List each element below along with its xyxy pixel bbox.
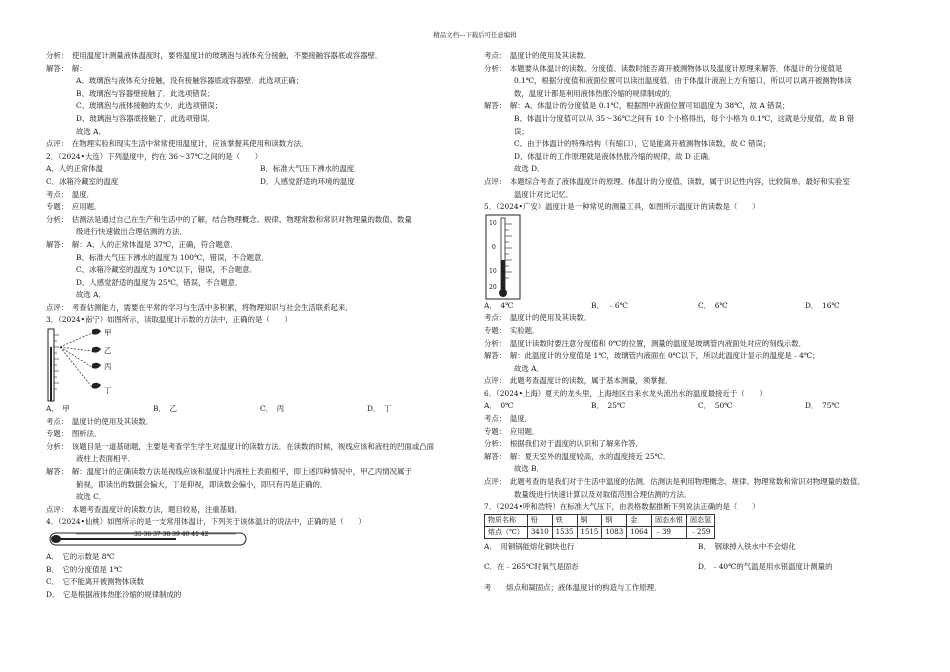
table-cell: 固态水银 bbox=[651, 514, 686, 526]
spacer bbox=[484, 553, 912, 561]
option-d: D．﹣40℃的气温是用水银温度计测量的 bbox=[698, 562, 833, 572]
table-cell: 熔点（℃） bbox=[485, 526, 528, 538]
option-row bbox=[484, 400, 912, 413]
table-row bbox=[485, 514, 715, 526]
table-cell: 金 bbox=[627, 514, 652, 526]
text-line: C、由于体温计的特殊结构（有缩口），它是能离开被测物体读数，故 C 错误； bbox=[514, 139, 771, 149]
text-line: 点评： 本题综合考查了液体温度计的原理、体温计的分度值、读数，属于识记性内容，比较简单．最好和实验室 bbox=[484, 176, 850, 186]
text-line: 分析： 根据我们对于温度的认识和了解来作答． bbox=[484, 439, 643, 449]
text-line: 0.1℃，根据分度值和液面位置可以读出温度值．由于体温计液泡上方有缩口，所以可以离开被测物体读 bbox=[514, 76, 852, 86]
option-a: A． 甲 bbox=[46, 404, 70, 414]
clinical-thermometer-figure bbox=[46, 529, 474, 551]
option-d: D．人感觉舒适的环境的温度 bbox=[260, 176, 355, 186]
text-line: 故选 B． bbox=[514, 464, 544, 474]
question-stem: 5．（2024•广安）温度计是一种常见的测量工具，如图所示温度计的读数是（ ） bbox=[484, 202, 760, 212]
text-line: B、玻璃泡与容器壁接触了．此选项错误； bbox=[76, 88, 215, 98]
text-line: 故选 C． bbox=[76, 492, 107, 502]
figure-label-bing: 丙 bbox=[104, 362, 112, 372]
scale-labels: 35 36 37 38 39 40 41 42 bbox=[134, 531, 209, 538]
tick-label: 0 bbox=[492, 243, 496, 251]
table-cell: 铅 bbox=[527, 514, 552, 526]
text-line: 故选 A． bbox=[76, 126, 106, 136]
text-line: 故选 A． bbox=[76, 290, 106, 300]
text-line: D、人感觉舒适的温度为 25℃，错误，不合题意． bbox=[76, 277, 243, 287]
option-d: D． 16℃ bbox=[805, 300, 840, 310]
text-line: B、体温计分度值可以从 35～36℃之间有 10 个小格得出，每个小格为 0.1℃，这就是分度值，故 B 错 bbox=[514, 113, 855, 123]
table-cell: 钢 bbox=[602, 514, 627, 526]
question-stem: 2．（2024•大连）下列温度中，约在 36～37℃之间的是（ ） bbox=[46, 151, 263, 161]
thermometer-figure bbox=[46, 327, 474, 403]
text-line: 误； bbox=[514, 126, 529, 136]
text-line: 专题： 应用题． bbox=[484, 426, 540, 436]
option-b: B． 25℃ bbox=[591, 401, 626, 411]
option-b: B．标准大气压下沸水的温度 bbox=[260, 164, 355, 174]
tick-label: 10 bbox=[489, 267, 497, 275]
table-cell: 3410 bbox=[527, 526, 552, 538]
text-line: B、标准大气压下沸水的温度为 100℃，错误，不合题意． bbox=[76, 252, 269, 262]
option-c: C．冰箱冷藏室的温度 bbox=[46, 176, 119, 186]
text-line: 分析： 使用温度计测量液体温度时，要将温度计的玻璃泡与液体充分接触，不要接触容器底或容器壁． bbox=[46, 51, 383, 60]
table-cell: 1083 bbox=[602, 526, 627, 538]
option-row bbox=[46, 176, 474, 189]
text-line: 解答： 解： bbox=[46, 63, 87, 73]
table-cell: 1515 bbox=[577, 526, 602, 538]
table-cell: 1535 bbox=[552, 526, 577, 538]
option-c: C． 丙 bbox=[260, 404, 285, 414]
right-column bbox=[484, 50, 912, 595]
text-line: 分析： 本题要从体温计的读数、分度值、读数时能否离开被测物体以及温度计原理来解答．体温计的分度值是 bbox=[484, 63, 843, 73]
text-line: 点评： 此题考查的是我们对于生活中温度的估测．估测法是利用物理概念、规律、物理常数和常识对物理量的数值、 bbox=[484, 477, 865, 487]
text-line: 数，温度计都是利用液体热胀冷缩的规律制成的． bbox=[514, 88, 677, 98]
text-line: 考点： 温度计的使用及其读数． bbox=[484, 313, 592, 323]
option-d: D． 它是根据液体热胀冷缩的规律制成的 bbox=[46, 589, 182, 599]
text-line: 点评： 考查估测能力，需要在平常的学习与生活中多积累，将物理知识与社会生活联系起来． bbox=[46, 302, 353, 312]
table-cell: ﹣39 bbox=[651, 526, 686, 538]
option-d: D． 丁 bbox=[367, 404, 392, 414]
question-stem: 4．（2024•仙桃）如图所示的是一支常用体温计，下列关于该体温计的说法中，正确的是（ ） bbox=[46, 517, 366, 527]
option-c: C． 它不能离开被测物体读数 bbox=[46, 577, 145, 587]
question-stem: 7．（2024•呼和浩特）在标准大气压下，由表格数据推断下列说法正确的是（ ） bbox=[484, 502, 760, 512]
option-row bbox=[46, 403, 474, 416]
option-b: B． 钢球掉入铁水中不会熔化 bbox=[698, 541, 796, 551]
text-line: 点评： 本题考查温度计的读数方法，题目较易，注重基础． bbox=[46, 504, 242, 514]
text-line: 级进行快速做出合理估测的方法． bbox=[76, 227, 187, 237]
text-line: 考点： 温度计的使用及其读数． bbox=[46, 416, 154, 426]
option-a: A． 4℃ bbox=[484, 300, 514, 310]
tick-label: 20 bbox=[489, 283, 497, 291]
text-line: 分析： 该题目是一道基础题，主要是考查学生学生对温度计的读数方法．在读数的时候，视线应该和液柱的凹面或凸面 bbox=[46, 441, 435, 451]
text-line: 故选 D． bbox=[514, 164, 545, 174]
option-b: B． 它的分度值是 1℃ bbox=[46, 564, 123, 574]
text-line: 解答： 解：A、体温计的分度值是 0.1℃，根据图中液面位置可知温度为 38℃，故 A 错误； bbox=[484, 101, 790, 111]
spacer bbox=[484, 574, 912, 582]
table-cell: 铜 bbox=[577, 514, 602, 526]
text-line: 俯视，即读出的数据会偏大，丁是仰视，即读数会偏小，即只有丙是正确的． bbox=[76, 479, 328, 489]
text-line: 专题： 图析法． bbox=[46, 429, 102, 439]
text-line: D、玻璃泡与容器底接触了．此选项错误． bbox=[76, 113, 215, 123]
option-row bbox=[484, 541, 912, 554]
option-a: A． 用铜锅能熔化铜块也行 bbox=[484, 541, 575, 551]
left-column bbox=[46, 50, 474, 601]
text-line: 解答： 解：此温度计的分度值是 1℃，玻璃管内液面在 0℃以下，所以此温度计显示的温度是﹣4℃； bbox=[484, 351, 820, 361]
question-stem: 3．（2024•南宁）如图所示，读取温度计示数的方法中，正确的是（ ） bbox=[46, 315, 292, 325]
option-b: B． ﹣6℃ bbox=[591, 300, 628, 310]
text-line: D、体温计的工作原理就是液体热胀冷缩的规律，故 D 正确． bbox=[514, 151, 716, 161]
question-stem: 6．（2024•上海）夏天的龙头里，上海地区自来水龙头流出水的温度最接近于（ ） bbox=[484, 388, 767, 398]
lab-thermometer-figure bbox=[484, 214, 912, 300]
table-cell: ﹣259 bbox=[686, 526, 714, 538]
text-line: 数量级进行快速计算以及对取值范围合理估测的方法． bbox=[514, 489, 692, 499]
option-c: C． 6℃ bbox=[698, 300, 728, 310]
text-line: 考点： 温度计的使用及其读数． bbox=[484, 51, 592, 60]
option-row bbox=[46, 163, 474, 176]
table-cell: 物质名称 bbox=[485, 514, 528, 526]
text-line: 专题： 应用题． bbox=[46, 202, 102, 212]
table-cell: 铁 bbox=[552, 514, 577, 526]
option-a: A． 它的示数是 8℃ bbox=[46, 552, 115, 561]
text-line: C、玻璃泡与液体接触的太少．此选项错误； bbox=[76, 101, 223, 111]
text-line: 温度计对比记忆． bbox=[514, 189, 574, 199]
option-a: A． 0℃ bbox=[484, 401, 514, 411]
tick-label: 10 bbox=[489, 219, 497, 227]
text-line: 点评： 此题考查温度计的读数，属于基本测量，须掌握． bbox=[484, 376, 673, 386]
text-line: 专题： 实验题． bbox=[484, 325, 540, 335]
text-line: 分析： 温度计读数时要注意分度值和 0℃的位置，测量的温度是玻璃管内液面处对应的刻线示数． bbox=[484, 338, 807, 348]
text-line: 解答： 解：温度计的正确读数方法是视线应该和温度计内液柱上表面相平，即上述四种情况中，甲乙丙情况属于 bbox=[46, 467, 412, 477]
text-line: 解答： 解：夏天室外的温度较高，水的温度接近 25℃． bbox=[484, 451, 671, 461]
option-row bbox=[484, 300, 912, 313]
text-line: A、玻璃泡与液体充分接触，没有接触容器底或容器壁．此选项正确； bbox=[76, 76, 304, 86]
figure-label-jia: 甲 bbox=[104, 328, 112, 338]
text-line: 液柱上表面相平． bbox=[76, 454, 136, 464]
text-line: 点评： 在物理实验和现实生活中常常使用温度计，应该掌握其使用和读数方法． bbox=[46, 139, 309, 149]
option-d: D． 75℃ bbox=[805, 401, 840, 411]
text-line: 考点： 温度． bbox=[46, 189, 95, 199]
figure-label-yi: 乙 bbox=[104, 346, 112, 356]
text-line: 分析： 估测法是通过自己在生产和生活中的了解，结合物理概念、规律、物理常数和常识对物理量的数值、数量 bbox=[46, 214, 412, 224]
melting-point-table bbox=[484, 514, 715, 539]
text-line: 考点： 温度． bbox=[484, 414, 533, 424]
option-c: C． 50℃ bbox=[698, 401, 733, 411]
option-a: A．人的正常体温 bbox=[46, 164, 104, 174]
table-cell: 固态氢 bbox=[686, 514, 714, 526]
table-row bbox=[485, 526, 715, 538]
option-b: B． 乙 bbox=[153, 404, 177, 414]
text-line: 解答： 解：A、人的正常体温是 37℃，正确，符合题意． bbox=[46, 239, 238, 249]
text-line: C、冰箱冷藏室的温度为 10℃以下，错误，不合题意． bbox=[76, 265, 257, 275]
figure-label-ding: 丁 bbox=[104, 386, 112, 396]
option-c: C．在﹣265℃时氧气是固态 bbox=[484, 562, 579, 572]
option-row bbox=[484, 561, 912, 574]
table-cell: 1064 bbox=[627, 526, 652, 538]
page-header: 精品文档---下载后可任意编辑 bbox=[433, 31, 517, 39]
text-line: 故选 A． bbox=[514, 363, 544, 373]
text-line: 考 熔点和凝固点；液体温度计的构造与工作原理． bbox=[484, 583, 662, 592]
